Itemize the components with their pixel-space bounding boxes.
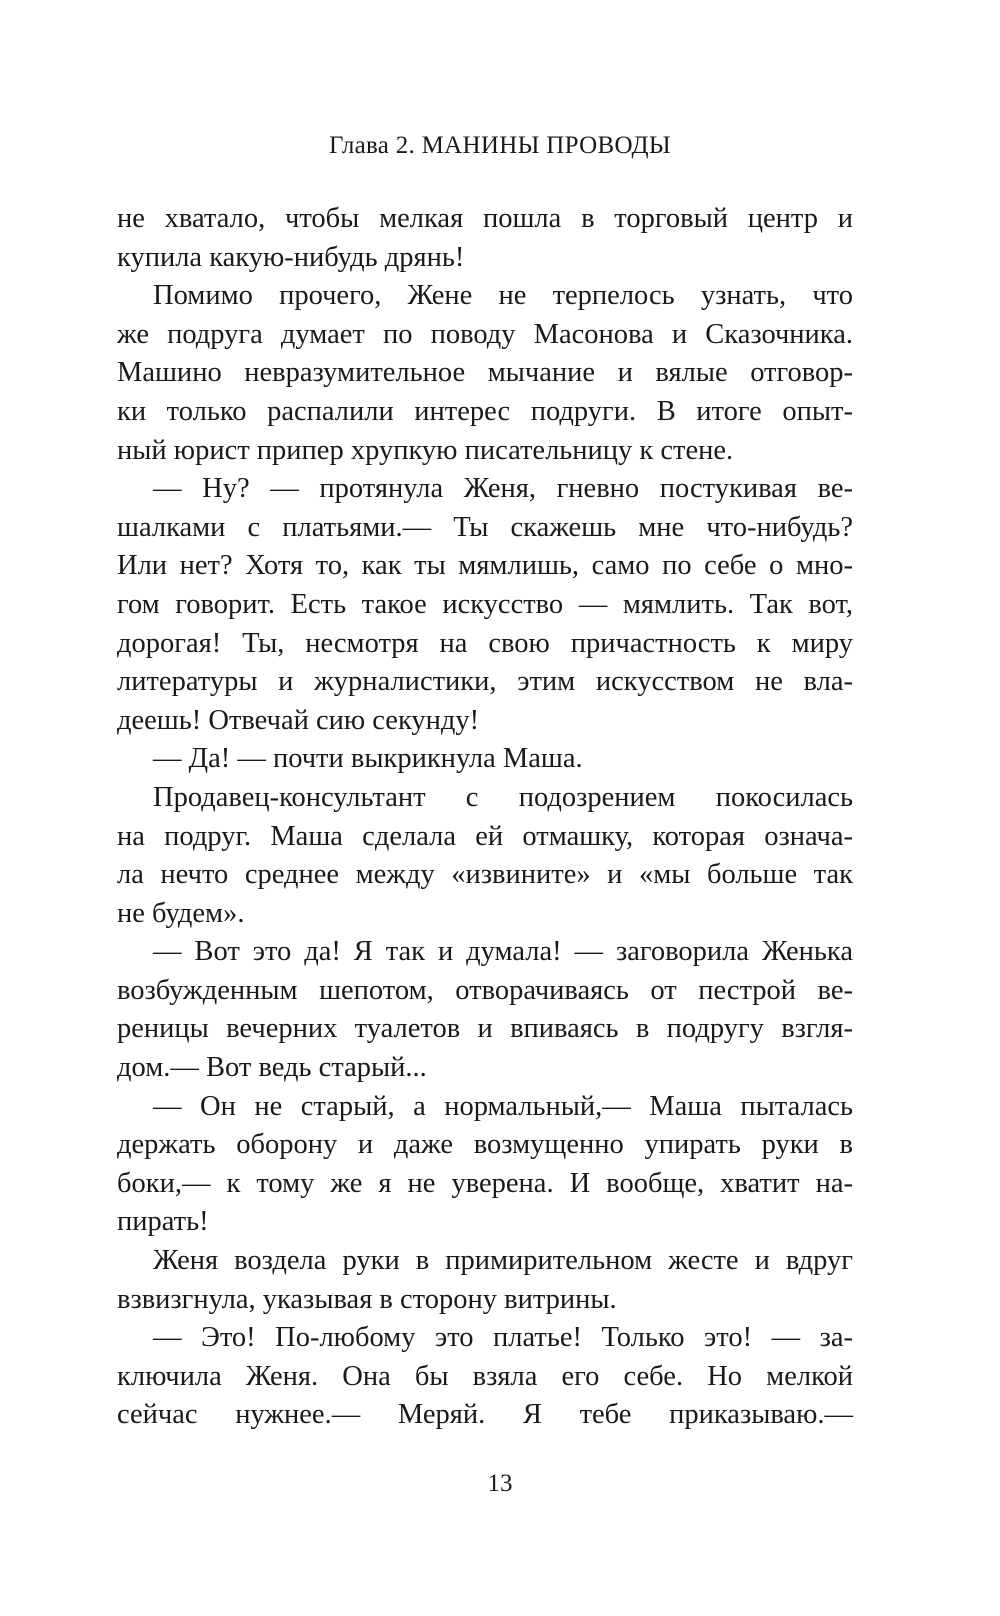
text-line: деешь! Отвечай сию секунду! (117, 704, 480, 736)
text-line: ки только распалили интерес подруги. В итоге опыт- (117, 395, 853, 427)
text-line: ключила Женя. Она бы взяла его себе. Но мелкой (117, 1360, 853, 1392)
text-line: не хватало, чтобы мелкая пошла в торговый центр и (117, 203, 853, 234)
text-line: держать оборону и даже возмущенно упирать руки в (117, 1129, 853, 1161)
text-line: — Он не старый, а нормальный,— Маша пыталась (153, 1090, 853, 1122)
text-line: шалками с платьями.— Ты скажешь мне что-нибудь? (117, 511, 853, 543)
text-line: дом.— Вот ведь старый... (117, 1052, 427, 1084)
body-text (117, 200, 853, 1435)
page-number: 13 (487, 1470, 513, 1497)
text-line: Помимо прочего, Жене не терпелось узнать, что (153, 280, 853, 312)
text-line: реницы вечерних туалетов и впиваясь в подругу взгля- (117, 1013, 853, 1045)
text-line: литературы и журналистики, этим искусством не вла- (117, 666, 853, 698)
text-line: Продавец-консультант с подозрением покосилась (153, 781, 853, 813)
text-line: Машино невразумительное мычание и вялые отговор- (117, 357, 853, 389)
text-line: дорогая! Ты, несмотря на свою причастность к миру (117, 627, 853, 659)
text-line: сейчас нужнее.— Меряй. Я тебе приказываю.— (117, 1399, 853, 1431)
text-line: — Это! По-любому это платье! Только это! — за- (153, 1322, 853, 1354)
text-line: купила какую-нибудь дрянь! (117, 241, 465, 273)
text-line: ный юрист припер хрупкую писательницу к стене. (117, 434, 734, 466)
text-line: Или нет? Хотя то, как ты мямлишь, само по себе о мно- (117, 550, 853, 582)
text-line: пирать! (117, 1206, 209, 1238)
text-line: — Вот это да! Я так и думала! — заговорила Женька (153, 936, 853, 968)
text-line: гом говорит. Есть такое искусство — мямлить. Так вот, (117, 588, 853, 620)
text-line: на подруг. Маша сделала ей отмашку, которая означа- (117, 820, 853, 852)
text-line: взвизгнула, указывая в сторону витрины. (117, 1283, 617, 1315)
text-line: Женя воздела руки в примирительном жесте и вдруг (153, 1245, 853, 1277)
text-line: боки,— к тому же я не уверена. И вообще, хватит на- (117, 1167, 853, 1199)
text-line: — Ну? — протянула Женя, гневно постукивая ве- (153, 473, 853, 505)
text-line: — Да! — почти выкрикнула Маша. (153, 743, 583, 775)
text-line: не будем». (117, 897, 245, 929)
running-head: Глава 2. МАНИНЫ ПРОВОДЫ (328, 132, 672, 159)
text-line: же подруга думает по поводу Масонова и Сказочника. (117, 318, 853, 350)
text-line: ла нечто среднее между «извините» и «мы больше так (117, 859, 853, 891)
text-line: возбужденным шепотом, отворачиваясь от пестрой ве- (117, 974, 853, 1006)
